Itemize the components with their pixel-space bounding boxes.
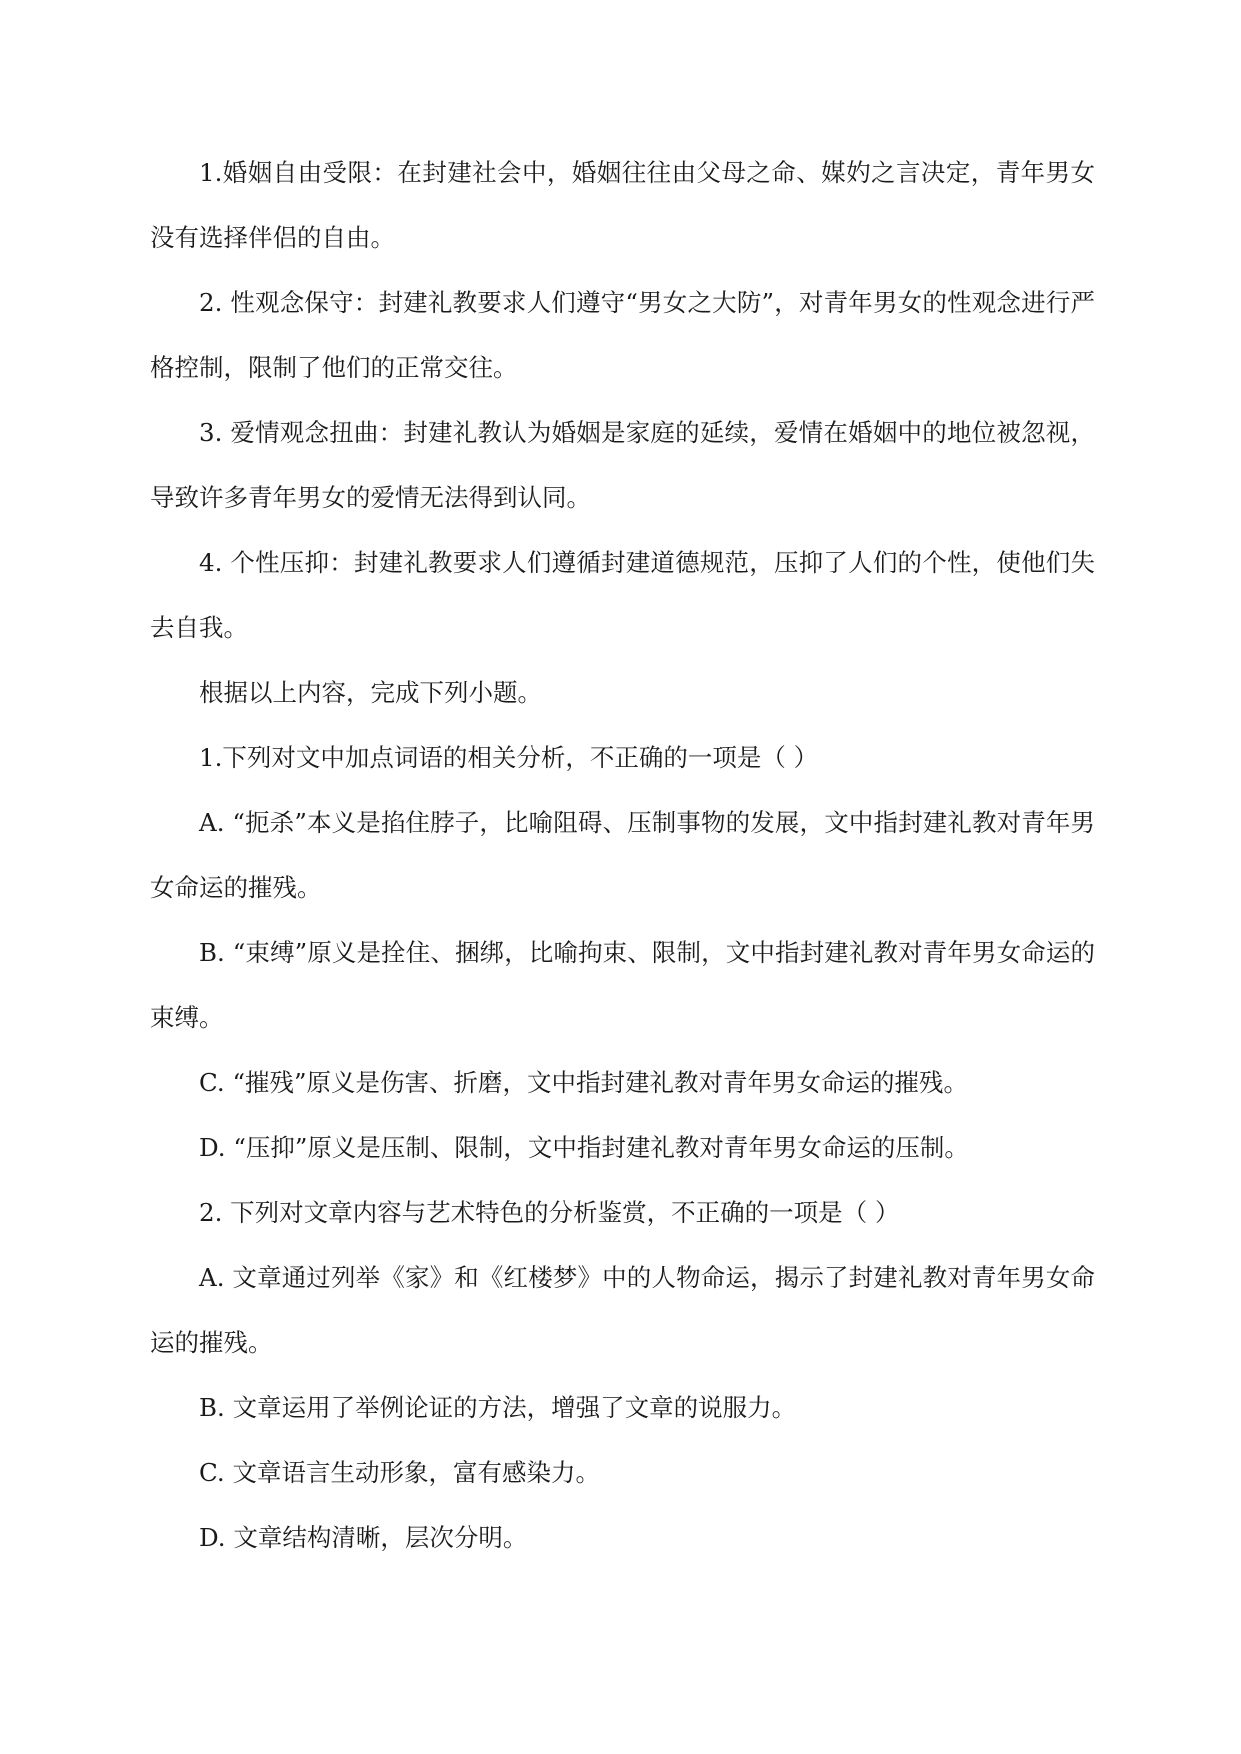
point-4-personality-suppression: 4. 个性压抑：封建礼教要求人们遵循封建道德规范，压抑了人们的个性，使他们失去自我。 bbox=[150, 548, 1095, 642]
question-1-stem: 1.下列对文中加点词语的相关分析，不正确的一项是（ ） bbox=[199, 743, 819, 772]
question-2-option-b: B. 文章运用了举例论证的方法，增强了文章的说服力。 bbox=[199, 1393, 797, 1422]
point-2-sexual-conservatism: 2. 性观念保守：封建礼教要求人们遵守“男女之大防”，对青年男女的性观念进行严格控制，限制了他们的正常交往。 bbox=[150, 288, 1095, 382]
document-page bbox=[150, 140, 1095, 1570]
question-2-option-d: D. 文章结构清晰，层次分明。 bbox=[199, 1523, 528, 1552]
question-1-option-d: D. “压抑”原义是压制、限制，文中指封建礼教对青年男女命运的压制。 bbox=[199, 1133, 969, 1162]
point-3-love-distortion: 3. 爱情观念扭曲：封建礼教认为婚姻是家庭的延续，爱情在婚姻中的地位被忽视，导致许多青年男女的爱情无法得到认同。 bbox=[150, 418, 1095, 512]
instruction-text: 根据以上内容，完成下列小题。 bbox=[199, 678, 542, 707]
question-1-option-c: C. “摧残”原义是伤害、折磨，文中指封建礼教对青年男女命运的摧残。 bbox=[199, 1068, 968, 1097]
question-2-stem: 2. 下列对文章内容与艺术特色的分析鉴赏，不正确的一项是（ ） bbox=[199, 1198, 900, 1227]
question-1-option-a: A. “扼杀”本义是掐住脖子，比喻阻碍、压制事物的发展，文中指封建礼教对青年男女命运的摧残。 bbox=[150, 808, 1095, 902]
question-1-option-b: B. “束缚”原义是拴住、捆绑，比喻拘束、限制，文中指封建礼教对青年男女命运的束缚。 bbox=[150, 938, 1095, 1032]
point-1-marriage-freedom: 1.婚姻自由受限：在封建社会中，婚姻往往由父母之命、媒妁之言决定，青年男女没有选择伴侣的自由。 bbox=[150, 158, 1095, 252]
question-2-option-a: A. 文章通过列举《家》和《红楼梦》中的人物命运，揭示了封建礼教对青年男女命运的摧残。 bbox=[150, 1263, 1095, 1357]
question-2-option-c: C. 文章语言生动形象，富有感染力。 bbox=[199, 1458, 600, 1487]
